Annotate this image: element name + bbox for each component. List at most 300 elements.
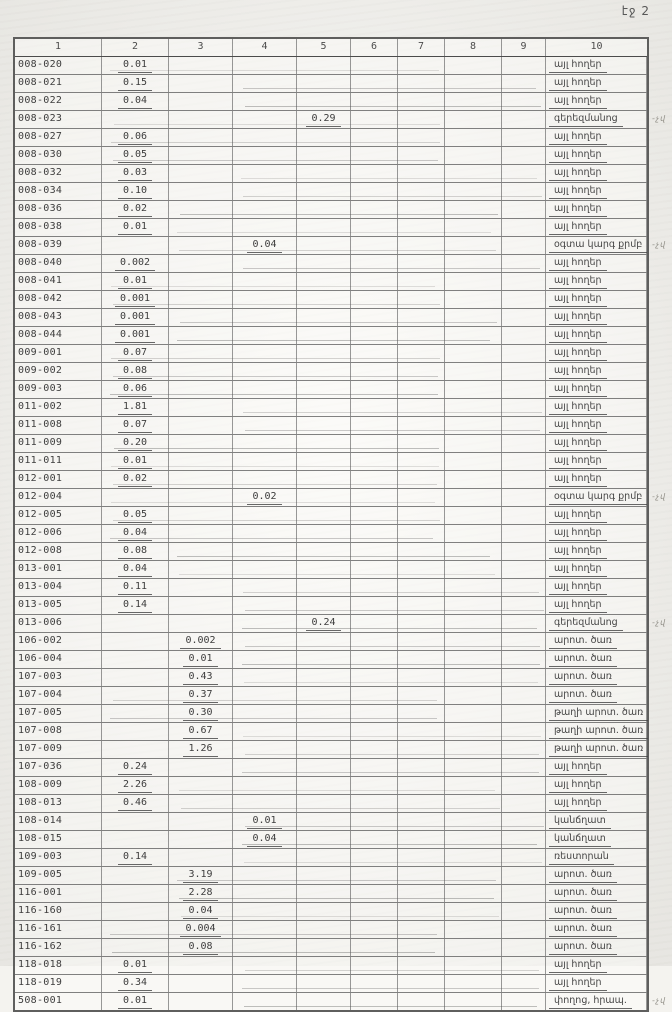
category-cell <box>546 489 647 506</box>
area-value: 0.01 <box>118 993 152 1009</box>
area-value: 1.26 <box>183 741 217 757</box>
category-label: այլ հողեր <box>549 291 607 307</box>
value-cell-col7 <box>398 75 445 92</box>
category-label: այլ հողեր <box>549 129 607 145</box>
value-cell-col4 <box>233 147 297 164</box>
category-cell <box>546 813 647 830</box>
area-value: 0.08 <box>183 939 217 955</box>
value-cell-col6 <box>351 417 398 434</box>
parcel-code-cell: 012-008 <box>15 543 102 560</box>
value-cell-col7 <box>398 795 445 812</box>
value-cell-col6 <box>351 525 398 542</box>
category-cell <box>546 111 647 128</box>
area-value: 0.001 <box>115 309 155 325</box>
value-cell-col2 <box>102 975 169 992</box>
value-cell-col4 <box>233 615 297 632</box>
parcel-code-cell: 008-021 <box>15 75 102 92</box>
value-cell-col9 <box>502 507 546 524</box>
value-cell-col2 <box>102 777 169 794</box>
value-cell-col5 <box>297 453 351 470</box>
table-row <box>15 795 647 813</box>
value-cell-col9 <box>502 741 546 758</box>
parcel-code-cell: 008-027 <box>15 129 102 146</box>
parcel-code-cell: 012-006 <box>15 525 102 542</box>
category-cell <box>546 831 647 848</box>
value-cell-col3 <box>169 309 233 326</box>
value-cell-col9 <box>502 93 546 110</box>
value-cell-col3 <box>169 525 233 542</box>
page-number-label: էջ 2 <box>621 4 650 18</box>
value-cell-col5 <box>297 417 351 434</box>
category-cell <box>546 795 647 812</box>
value-cell-col5 <box>297 633 351 650</box>
value-cell-col3 <box>169 489 233 506</box>
value-cell-col5 <box>297 291 351 308</box>
value-cell-col5 <box>297 669 351 686</box>
value-cell-col2 <box>102 75 169 92</box>
table-row <box>15 525 647 543</box>
category-label: այլ հողեր <box>549 273 607 289</box>
value-cell-col4 <box>233 345 297 362</box>
value-cell-col3 <box>169 687 233 704</box>
value-cell-col7 <box>398 219 445 236</box>
category-cell <box>546 885 647 902</box>
table-row <box>15 399 647 417</box>
value-cell-col3 <box>169 147 233 164</box>
value-cell-col8 <box>445 939 502 956</box>
value-cell-col8 <box>445 831 502 848</box>
value-cell-col8 <box>445 777 502 794</box>
value-cell-col2 <box>102 849 169 866</box>
value-cell-col9 <box>502 399 546 416</box>
value-cell-col3 <box>169 219 233 236</box>
table-row <box>15 273 647 291</box>
area-value: 1.81 <box>118 399 152 415</box>
value-cell-col8 <box>445 417 502 434</box>
parcel-code-cell: 008-022 <box>15 93 102 110</box>
category-label: այլ հողեր <box>549 759 607 775</box>
parcel-code-cell: 008-042 <box>15 291 102 308</box>
value-cell-col4 <box>233 633 297 650</box>
value-cell-col2 <box>102 219 169 236</box>
value-cell-col9 <box>502 381 546 398</box>
value-cell-col5 <box>297 651 351 668</box>
value-cell-col6 <box>351 381 398 398</box>
area-value: 0.07 <box>118 345 152 361</box>
value-cell-col6 <box>351 129 398 146</box>
value-cell-col2 <box>102 471 169 488</box>
value-cell-col6 <box>351 183 398 200</box>
value-cell-col7 <box>398 525 445 542</box>
column-header-3: 3 <box>169 39 233 56</box>
value-cell-col7 <box>398 903 445 920</box>
value-cell-col3 <box>169 183 233 200</box>
value-cell-col7 <box>398 57 445 74</box>
value-cell-col7 <box>398 309 445 326</box>
table-row <box>15 291 647 309</box>
category-label: արոտ. ծառ <box>549 885 617 901</box>
value-cell-col7 <box>398 489 445 506</box>
value-cell-col9 <box>502 705 546 722</box>
category-label: օգտա կարգ քրմբ <box>549 489 647 505</box>
area-value: 0.06 <box>118 129 152 145</box>
value-cell-col2 <box>102 759 169 776</box>
value-cell-col9 <box>502 759 546 776</box>
value-cell-col3 <box>169 417 233 434</box>
value-cell-col6 <box>351 687 398 704</box>
value-cell-col3 <box>169 615 233 632</box>
value-cell-col3 <box>169 93 233 110</box>
area-value: 0.01 <box>118 453 152 469</box>
value-cell-col4 <box>233 93 297 110</box>
table-row <box>15 633 647 651</box>
category-cell <box>546 309 647 326</box>
area-value: 0.34 <box>118 975 152 991</box>
table-row <box>15 849 647 867</box>
value-cell-col8 <box>445 669 502 686</box>
value-cell-col4 <box>233 993 297 1010</box>
table-row <box>15 363 647 381</box>
category-label: կանճղատ <box>549 813 611 829</box>
value-cell-col8 <box>445 579 502 596</box>
value-cell-col7 <box>398 399 445 416</box>
value-cell-col3 <box>169 543 233 560</box>
value-cell-col6 <box>351 147 398 164</box>
value-cell-col5 <box>297 705 351 722</box>
value-cell-col4 <box>233 741 297 758</box>
value-cell-col6 <box>351 813 398 830</box>
parcel-code-cell: 011-009 <box>15 435 102 452</box>
land-parcel-table <box>13 37 667 1012</box>
value-cell-col4 <box>233 849 297 866</box>
parcel-code-cell: 008-039 <box>15 237 102 254</box>
parcel-code-cell: 009-001 <box>15 345 102 362</box>
area-value: 0.11 <box>118 579 152 595</box>
value-cell-col4 <box>233 453 297 470</box>
value-cell-col5 <box>297 975 351 992</box>
value-cell-col3 <box>169 129 233 146</box>
category-cell <box>546 633 647 650</box>
value-cell-col4 <box>233 57 297 74</box>
parcel-code-cell: 011-011 <box>15 453 102 470</box>
value-cell-col7 <box>398 849 445 866</box>
value-cell-col9 <box>502 255 546 272</box>
value-cell-col6 <box>351 795 398 812</box>
area-value: 0.29 <box>306 111 340 127</box>
value-cell-col4 <box>233 201 297 218</box>
parcel-code-cell: 008-040 <box>15 255 102 272</box>
value-cell-col9 <box>502 327 546 344</box>
handwritten-mark: -չվ <box>652 240 667 249</box>
value-cell-col5 <box>297 381 351 398</box>
value-cell-col3 <box>169 597 233 614</box>
value-cell-col8 <box>445 687 502 704</box>
value-cell-col9 <box>502 633 546 650</box>
value-cell-col5 <box>297 579 351 596</box>
value-cell-col2 <box>102 273 169 290</box>
value-cell-col3 <box>169 453 233 470</box>
value-cell-col4 <box>233 777 297 794</box>
value-cell-col9 <box>502 579 546 596</box>
value-cell-col5 <box>297 309 351 326</box>
parcel-code-cell: 009-003 <box>15 381 102 398</box>
category-label: թաղի արոտ. ծառ <box>549 741 648 757</box>
value-cell-col3 <box>169 705 233 722</box>
column-header-4: 4 <box>233 39 297 56</box>
value-cell-col7 <box>398 471 445 488</box>
column-header-8: 8 <box>445 39 502 56</box>
value-cell-col4 <box>233 885 297 902</box>
table-header-row <box>15 39 647 57</box>
value-cell-col2 <box>102 147 169 164</box>
value-cell-col5 <box>297 399 351 416</box>
area-value: 2.28 <box>183 885 217 901</box>
category-cell <box>546 363 647 380</box>
parcel-code-cell: 012-004 <box>15 489 102 506</box>
area-value: 0.02 <box>118 471 152 487</box>
value-cell-col5 <box>297 921 351 938</box>
value-cell-col8 <box>445 633 502 650</box>
area-value: 0.001 <box>115 327 155 343</box>
parcel-code-cell: 508-001 <box>15 993 102 1010</box>
value-cell-col8 <box>445 471 502 488</box>
value-cell-col3 <box>169 201 233 218</box>
value-cell-col2 <box>102 813 169 830</box>
value-cell-col2 <box>102 327 169 344</box>
value-cell-col3 <box>169 867 233 884</box>
value-cell-col9 <box>502 975 546 992</box>
area-value: 0.20 <box>118 435 152 451</box>
value-cell-col5 <box>297 831 351 848</box>
value-cell-col4 <box>233 417 297 434</box>
category-cell <box>546 57 647 74</box>
value-cell-col6 <box>351 255 398 272</box>
value-cell-col6 <box>351 939 398 956</box>
value-cell-col2 <box>102 129 169 146</box>
value-cell-col3 <box>169 255 233 272</box>
category-label: այլ հողեր <box>549 795 607 811</box>
table-row <box>15 453 647 471</box>
category-cell <box>546 417 647 434</box>
table-row <box>15 75 647 93</box>
value-cell-col4 <box>233 111 297 128</box>
category-cell <box>546 291 647 308</box>
category-cell <box>546 867 647 884</box>
category-cell <box>546 741 647 758</box>
table-row <box>15 921 647 939</box>
parcel-code-cell: 106-004 <box>15 651 102 668</box>
value-cell-col5 <box>297 867 351 884</box>
value-cell-col6 <box>351 921 398 938</box>
value-cell-col3 <box>169 579 233 596</box>
value-cell-col5 <box>297 147 351 164</box>
value-cell-col3 <box>169 561 233 578</box>
category-cell <box>546 849 647 866</box>
category-label: այլ հողեր <box>549 507 607 523</box>
value-cell-col3 <box>169 795 233 812</box>
handwritten-mark: -չվ <box>652 996 667 1005</box>
category-label: այլ հողեր <box>549 543 607 559</box>
area-value: 0.04 <box>118 93 152 109</box>
value-cell-col9 <box>502 687 546 704</box>
table-body <box>15 57 667 1010</box>
parcel-code-cell: 107-009 <box>15 741 102 758</box>
value-cell-col2 <box>102 921 169 938</box>
category-cell <box>546 651 647 668</box>
value-cell-col4 <box>233 183 297 200</box>
value-cell-col7 <box>398 813 445 830</box>
area-value: 3.19 <box>183 867 217 883</box>
value-cell-col7 <box>398 615 445 632</box>
value-cell-col7 <box>398 831 445 848</box>
value-cell-col8 <box>445 129 502 146</box>
area-value: 0.43 <box>183 669 217 685</box>
area-value: 0.01 <box>118 273 152 289</box>
parcel-code-cell: 116-001 <box>15 885 102 902</box>
parcel-code-cell: 116-161 <box>15 921 102 938</box>
category-label: արոտ. ծառ <box>549 633 617 649</box>
value-cell-col7 <box>398 633 445 650</box>
value-cell-col8 <box>445 399 502 416</box>
value-cell-col5 <box>297 993 351 1010</box>
value-cell-col6 <box>351 561 398 578</box>
value-cell-col4 <box>233 291 297 308</box>
value-cell-col8 <box>445 849 502 866</box>
value-cell-col6 <box>351 363 398 380</box>
value-cell-col3 <box>169 381 233 398</box>
value-cell-col7 <box>398 93 445 110</box>
parcel-code-cell: 107-004 <box>15 687 102 704</box>
value-cell-col8 <box>445 921 502 938</box>
category-cell <box>546 219 647 236</box>
value-cell-col7 <box>398 363 445 380</box>
table-row <box>15 723 647 741</box>
value-cell-col6 <box>351 201 398 218</box>
value-cell-col7 <box>398 723 445 740</box>
category-label: այլ հողեր <box>549 57 607 73</box>
value-cell-col4 <box>233 435 297 452</box>
value-cell-col5 <box>297 795 351 812</box>
category-cell <box>546 345 647 362</box>
value-cell-col6 <box>351 327 398 344</box>
value-cell-col6 <box>351 273 398 290</box>
value-cell-col8 <box>445 759 502 776</box>
value-cell-col5 <box>297 507 351 524</box>
table-row <box>15 219 647 237</box>
value-cell-col4 <box>233 219 297 236</box>
category-label: այլ հողեր <box>549 201 607 217</box>
value-cell-col2 <box>102 345 169 362</box>
parcel-code-cell: 008-034 <box>15 183 102 200</box>
value-cell-col7 <box>398 867 445 884</box>
value-cell-col8 <box>445 705 502 722</box>
category-cell <box>546 921 647 938</box>
value-cell-col2 <box>102 633 169 650</box>
area-value: 0.004 <box>180 921 220 937</box>
table-row <box>15 129 647 147</box>
category-cell <box>546 75 647 92</box>
column-header-1: 1 <box>15 39 102 56</box>
value-cell-col9 <box>502 435 546 452</box>
value-cell-col9 <box>502 651 546 668</box>
value-cell-col5 <box>297 471 351 488</box>
value-cell-col3 <box>169 75 233 92</box>
value-cell-col9 <box>502 417 546 434</box>
value-cell-col6 <box>351 867 398 884</box>
value-cell-col6 <box>351 453 398 470</box>
value-cell-col6 <box>351 345 398 362</box>
value-cell-col6 <box>351 579 398 596</box>
handwritten-mark: -չվ <box>652 492 667 501</box>
value-cell-col5 <box>297 849 351 866</box>
area-value: 0.04 <box>118 525 152 541</box>
value-cell-col7 <box>398 381 445 398</box>
table-row <box>15 93 647 111</box>
category-label: այլ հողեր <box>549 165 607 181</box>
value-cell-col4 <box>233 831 297 848</box>
value-cell-col8 <box>445 543 502 560</box>
value-cell-col2 <box>102 489 169 506</box>
parcel-code-cell: 008-038 <box>15 219 102 236</box>
value-cell-col8 <box>445 975 502 992</box>
category-cell <box>546 273 647 290</box>
value-cell-col9 <box>502 669 546 686</box>
value-cell-col4 <box>233 561 297 578</box>
value-cell-col8 <box>445 723 502 740</box>
value-cell-col9 <box>502 273 546 290</box>
parcel-code-cell: 008-036 <box>15 201 102 218</box>
value-cell-col5 <box>297 723 351 740</box>
table-row <box>15 939 647 957</box>
value-cell-col6 <box>351 669 398 686</box>
value-cell-col8 <box>445 885 502 902</box>
value-cell-col9 <box>502 597 546 614</box>
value-cell-col4 <box>233 975 297 992</box>
value-cell-col2 <box>102 705 169 722</box>
category-label: այլ հողեր <box>549 381 607 397</box>
parcel-code-cell: 008-044 <box>15 327 102 344</box>
parcel-code-cell: 118-019 <box>15 975 102 992</box>
value-cell-col5 <box>297 201 351 218</box>
category-label: այլ հողեր <box>549 435 607 451</box>
column-header-5: 5 <box>297 39 351 56</box>
value-cell-col8 <box>445 453 502 470</box>
value-cell-col8 <box>445 381 502 398</box>
value-cell-col9 <box>502 219 546 236</box>
value-cell-col2 <box>102 741 169 758</box>
category-label: այլ հողեր <box>549 399 607 415</box>
area-value: 0.05 <box>118 507 152 523</box>
value-cell-col8 <box>445 273 502 290</box>
area-value: 0.04 <box>247 831 281 847</box>
table-row <box>15 705 647 723</box>
value-cell-col7 <box>398 543 445 560</box>
value-cell-col9 <box>502 489 546 506</box>
area-value: 0.01 <box>183 651 217 667</box>
value-cell-col9 <box>502 165 546 182</box>
value-cell-col2 <box>102 399 169 416</box>
value-cell-col5 <box>297 129 351 146</box>
parcel-code-cell: 013-005 <box>15 597 102 614</box>
parcel-code-cell: 011-008 <box>15 417 102 434</box>
value-cell-col9 <box>502 471 546 488</box>
value-cell-col4 <box>233 921 297 938</box>
table-row <box>15 597 647 615</box>
value-cell-col2 <box>102 57 169 74</box>
table-row <box>15 255 647 273</box>
value-cell-col3 <box>169 759 233 776</box>
category-label: այլ հողեր <box>549 561 607 577</box>
